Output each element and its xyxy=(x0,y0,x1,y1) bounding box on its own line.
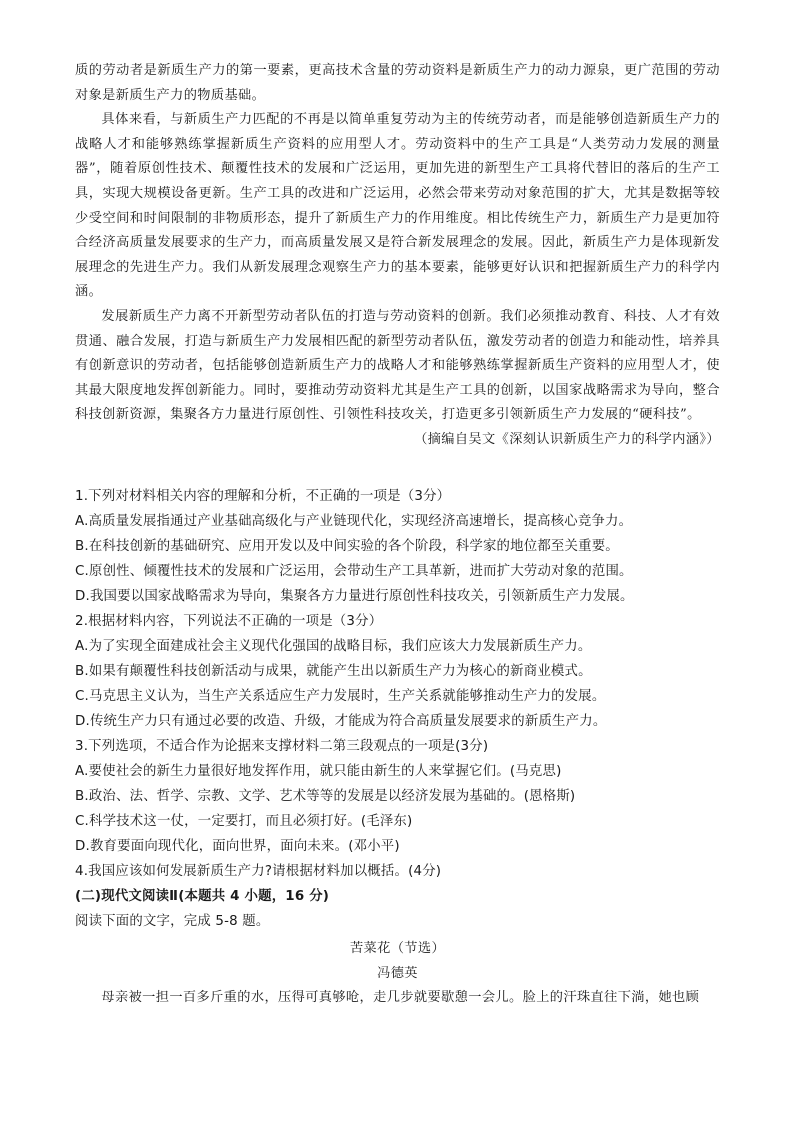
paragraph-two: 具体来看，与新质生产力匹配的不再是以简单重复劳动为主的传统劳动者，而是能够创造新质生产力的战略人才和能够熟练掌握新质生产资料的应用型人才。劳动资料中的生产工具是“人类劳动力发展的测量器”，随着原创性技术、颠覆性技术的发展和广泛运用，更加先进的新型生产工具将代替旧的落后的生产工具，实现大规模设备更新。生产工具的改进和广泛运用，必然会带来劳动对象范围的扩大，尤其是数据等较少受空间和时间限制的非物质形态，提升了新质生产力的作用维度。相比传统生产力，新质生产力是更加符合经济高质量发展要求的生产力，而高质量发展又是符合新发展理念的发展。因此，新质生产力是体现新发展理念的先进生产力。我们从新发展理念观察生产力的基本要素，能够更好认识和把握新质生产力的科学内涵。 xyxy=(75,112,720,300)
question-2-option-c[interactable]: C.马克思主义认为，当生产关系适应生产力发展时，生产关系就能够推动生产力的发展。 xyxy=(75,689,606,704)
question-3-option-b[interactable]: B.政治、法、哲学、宗教、文学、艺术等等的发展是以经济发展为基础的。(恩格斯) xyxy=(75,789,576,804)
story-author: 冯德英 xyxy=(377,965,418,981)
question-1-option-a[interactable]: A.高质量发展指通过产业基础高级化与产业链现代化，实现经济高速增长，提高核心竞争力。 xyxy=(75,514,633,529)
question-1-stem: 1.下列对材料相关内容的理解和分析，不正确的一项是（3分） xyxy=(75,489,451,504)
question-1-option-c[interactable]: C.原创性、倾覆性技术的发展和广泛运用，会带动生产工具革新，进而扩大劳动对象的范围。 xyxy=(75,564,633,579)
question-1-option-b[interactable]: B.在科技创新的基础研究、应用开发以及中间实验的各个阶段，科学家的地位都至关重要。 xyxy=(75,539,619,554)
section-two-instruction: 阅读下面的文字，完成 5-8 题。 xyxy=(75,914,270,929)
paragraph-continuation: 质的劳动者是新质生产力的第一要素，更高技术含量的劳动资料是新质生产力的动力源泉，更广范围的劳动对象是新质生产力的物质基础。 xyxy=(75,63,720,103)
source-citation: （摘编自吴文《深刻认识新质生产力的科学内涵》） xyxy=(414,431,720,447)
section-two-heading: (二)现代文阅读Ⅱ(本题共 4 小题，16 分) xyxy=(75,889,330,904)
story-title: 苦菜花（节选） xyxy=(349,941,446,956)
question-2-option-a[interactable]: A.为了实现全面建成社会主义现代化强国的战略目标，我们应该大力发展新质生产力。 xyxy=(75,639,592,654)
questions-block xyxy=(75,484,720,934)
question-1-option-d[interactable]: D.我国要以国家战略需求为导向，集聚各方力量进行原创性科技攻关，引领新质生产力发展。 xyxy=(75,589,634,604)
question-2-option-b[interactable]: B.如果有颠覆性科技创新活动与成果，就能产生出以新质生产力为核心的新商业模式。 xyxy=(75,664,592,679)
story-first-line: 母亲被一担一百多斤重的水，压得可真够呛，走几步就要歇憩一会儿。脸上的汗珠直往下淌，她也顾 xyxy=(101,990,700,1006)
question-3-option-d[interactable]: D.教育要面向现代化，面向世界，面向未来。(邓小平) xyxy=(75,839,400,854)
question-2-option-d[interactable]: D.传统生产力只有通过必要的改造、升级，才能成为符合高质量发展要求的新质生产力。 xyxy=(75,714,607,729)
question-3-stem: 3.下列选项，不适合作为论据来支撑材料二第三段观点的一项是(3分) xyxy=(75,739,489,754)
question-2-stem: 2.根据材料内容，下列说法不正确的一项是（3分） xyxy=(75,614,383,629)
paragraph-three: 发展新质生产力离不开新型劳动者队伍的打造与劳动资料的创新。我们必须推动教育、科技、人才有效贯通、融合发展，打造与新质生产力发展相匹配的新型劳动者队伍，激发劳动者的创造力和能动性，培养具有创新意识的劳动者，包括能够创造新质生产力的战略人才和能够熟练掌握新质生产资料的应用型人才，使其最大限度地发挥创新能力。同时，要推动劳动资料尤其是生产工具的创新，以国家战略需求为导向，整合科技创新资源，集聚各方力量进行原创性、引领性科技攻关，打造更多引领新质生产力发展的“硬科技”。 xyxy=(75,308,720,423)
question-3-option-c[interactable]: C.科学技术这一仗，一定要打，而且必须打好。(毛泽东) xyxy=(75,814,413,829)
question-4-stem: 4.我国应该如何发展新质生产力?请根据材料加以概括。(4分) xyxy=(75,864,442,879)
passage-one xyxy=(75,59,720,453)
question-3-option-a[interactable]: A.要使社会的新生力量很好地发挥作用，就只能由新生的人来掌握它们。(马克思) xyxy=(75,764,562,779)
passage-two xyxy=(75,937,720,1011)
